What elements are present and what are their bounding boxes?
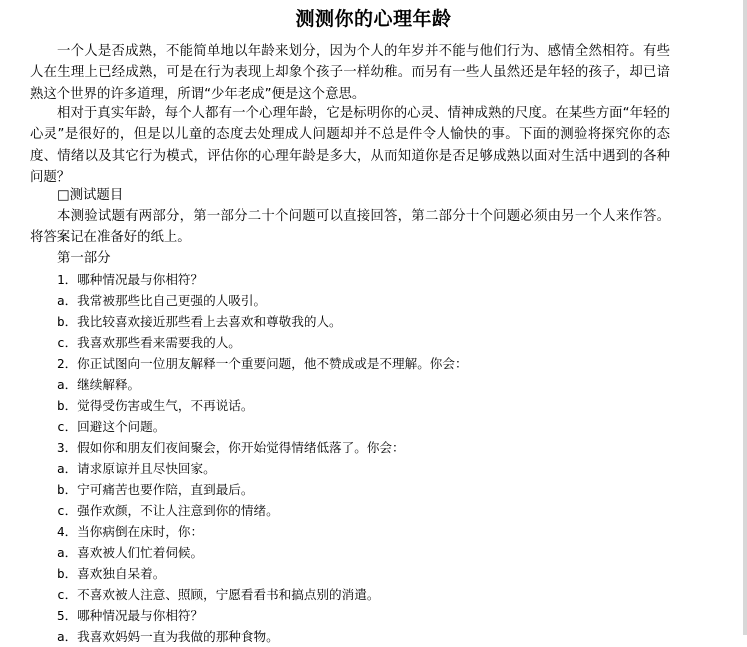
question-3-option-a: a．请求原谅并且尽快回家。: [57, 461, 216, 476]
question-1-option-a: a．我常被那些比自己更强的人吸引。: [57, 293, 267, 308]
question-3: 3．假如你和朋友们夜间聚会，你开始觉得情绪低落了。你会：: [57, 440, 405, 455]
part-label: 第一部分: [57, 251, 111, 266]
question-1: 1．哪种情况最与你相符？: [57, 272, 204, 287]
document-title: 测测你的心理年龄: [295, 8, 452, 30]
question-3-option-c: c．强作欢颜，不让人注意到你的情绪。: [57, 503, 279, 518]
intro-paragraph-2: 相对于真实年龄，每个人都有一个心理年龄，它是标明你的心灵、情神成熟的尺度。在某些方面“年轻的心灵”是很好的，但是以儿童的态度去处理成人问题却并不总是件令人愉快的事。下面的测验将探究你的态度、情绪以及其它行为模式，评估你的心理年龄是多大，从而知道你是否足够成熟以面对生活中遇到的各种问题？: [30, 106, 670, 186]
page-edge: [743, 0, 747, 635]
question-4-option-a: a．喜欢被人们忙着伺候。: [57, 545, 204, 560]
question-4-option-c: c．不喜欢被人注意、照顾，宁愿看看书和搞点别的消遣。: [57, 587, 380, 602]
question-4-option-b: b．喜欢独自呆着。: [57, 566, 166, 581]
instructions-paragraph: 本测验试题有两部分，第一部分二十个问题可以直接回答，第二部分十个问题必须由另一个人来作答。将答案记在准备好的纸上。: [30, 209, 670, 246]
question-3-option-b: b．宁可痛苦也要作陪，直到最后。: [57, 482, 254, 497]
question-2-option-c: c．回避这个问题。: [57, 419, 166, 434]
question-5: 5．哪种情况最与你相符？: [57, 608, 204, 623]
intro-paragraph-1: 一个人是否成熟，不能简单地以年龄来划分，因为个人的年岁并不能与他们行为、感情全然相符。有些人在生理上已经成熟，可是在行为表现上却象个孩子一样幼稚。而另有一些人虽然还是年轻的孩子，却已谙熟这个世界的许多道理，所谓“少年老成”便是这个意思。: [30, 44, 670, 102]
question-1-option-c: c．我喜欢那些看来需要我的人。: [57, 335, 241, 350]
question-5-option-a: a．我喜欢妈妈一直为我做的那种食物。: [57, 629, 279, 644]
question-2-option-b: b．觉得受伤害或生气，不再说话。: [57, 398, 254, 413]
question-2: 2．你正试图向一位朋友解释一个重要问题，他不赞成或是不理解。你会：: [57, 356, 468, 371]
question-4: 4．当你病倒在床时，你：: [57, 524, 204, 539]
section-heading: □测试题目: [57, 188, 124, 203]
question-1-option-b: b．我比较喜欢接近那些看上去喜欢和尊敬我的人。: [57, 314, 342, 329]
question-2-option-a: a．继续解释。: [57, 377, 141, 392]
